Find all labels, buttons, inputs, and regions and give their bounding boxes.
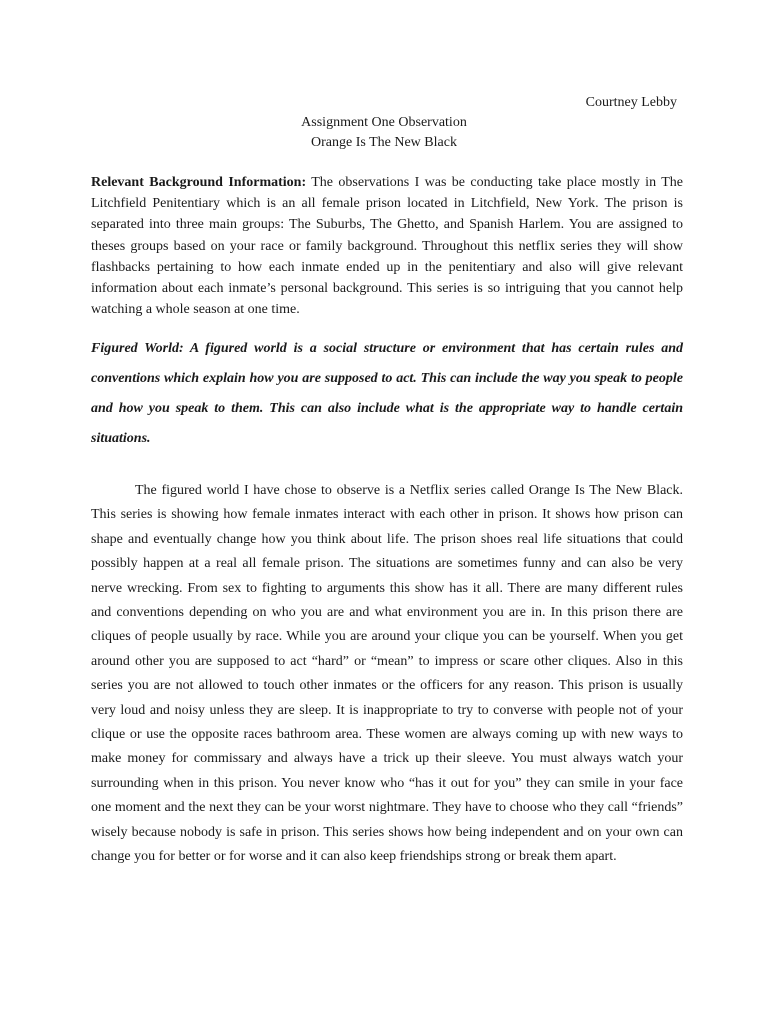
figured-world-definition: Figured World: A figured world is a social structure or environment that has certain rules and conventions which explain how you are supposed to act. This can include the way you speak to people and how you speak to them. This can also include what is the appropriate way to handle certain situations. — [91, 341, 683, 446]
document-titles — [0, 113, 768, 153]
background-text: The observations I was be conducting take place mostly in The Litchfield Penitentiary which is an all female prison located in Litchfield, New York. The prison is separated into three main groups: The Suburbs, The Ghetto, and Spanish Harlem. You are assigned to theses groups based on your race or family background. Throughout this netflix series they will show flashbacks pertaining to how each inmate ended up in the penitentiary and also will give relevant information about each inmate’s personal background. This series is so intriguing that you cannot help watching a whole season at one time. — [91, 175, 683, 318]
show-title: Orange Is The New Black — [311, 135, 457, 150]
author-name: Courtney Lebby — [585, 95, 677, 110]
assignment-title: Assignment One Observation — [301, 115, 467, 130]
background-label: Relevant Background Information: — [91, 175, 307, 190]
background-paragraph — [91, 172, 683, 320]
observation-paragraph: The figured world I have chose to observe is a Netflix series called Orange Is The New Black. This series is showing how female inmates interact with each other in prison. It shows how prison can shape and eventually change how you think about life. The prison shoes real life situations that could possibly happen at a real all female prison. The situations are sometimes funny and can also be very nerve wrecking. From sex to fighting to arguments this show has it all. There are many different rules and conventions depending on who you are and what environment you are in. In this prison there are cliques of people usually by race. While you are around your clique you can be yourself. When you get around other you are supposed to act “hard” or “mean” to impress or scare other cliques. Also in this series you are not allowed to touch other inmates or the officers for any reason. This prison is usually very loud and noisy unless they are sleep. It is inappropriate to try to converse with people not of your clique or use the opposite races bathroom area. These women are always coming up with new ways to make money for commissary and always have a trick up their sleeve. You must always watch your surrounding when in this prison. You never know who “has it out for you” they can smile in your face one moment and the next they can be your worst nightmare. They have to choose who they call “friends” wisely because nobody is safe in prison. This series shows how being independent and on your own can change you for better or for worse and it can also keep friendships strong or break them apart. — [91, 483, 683, 865]
